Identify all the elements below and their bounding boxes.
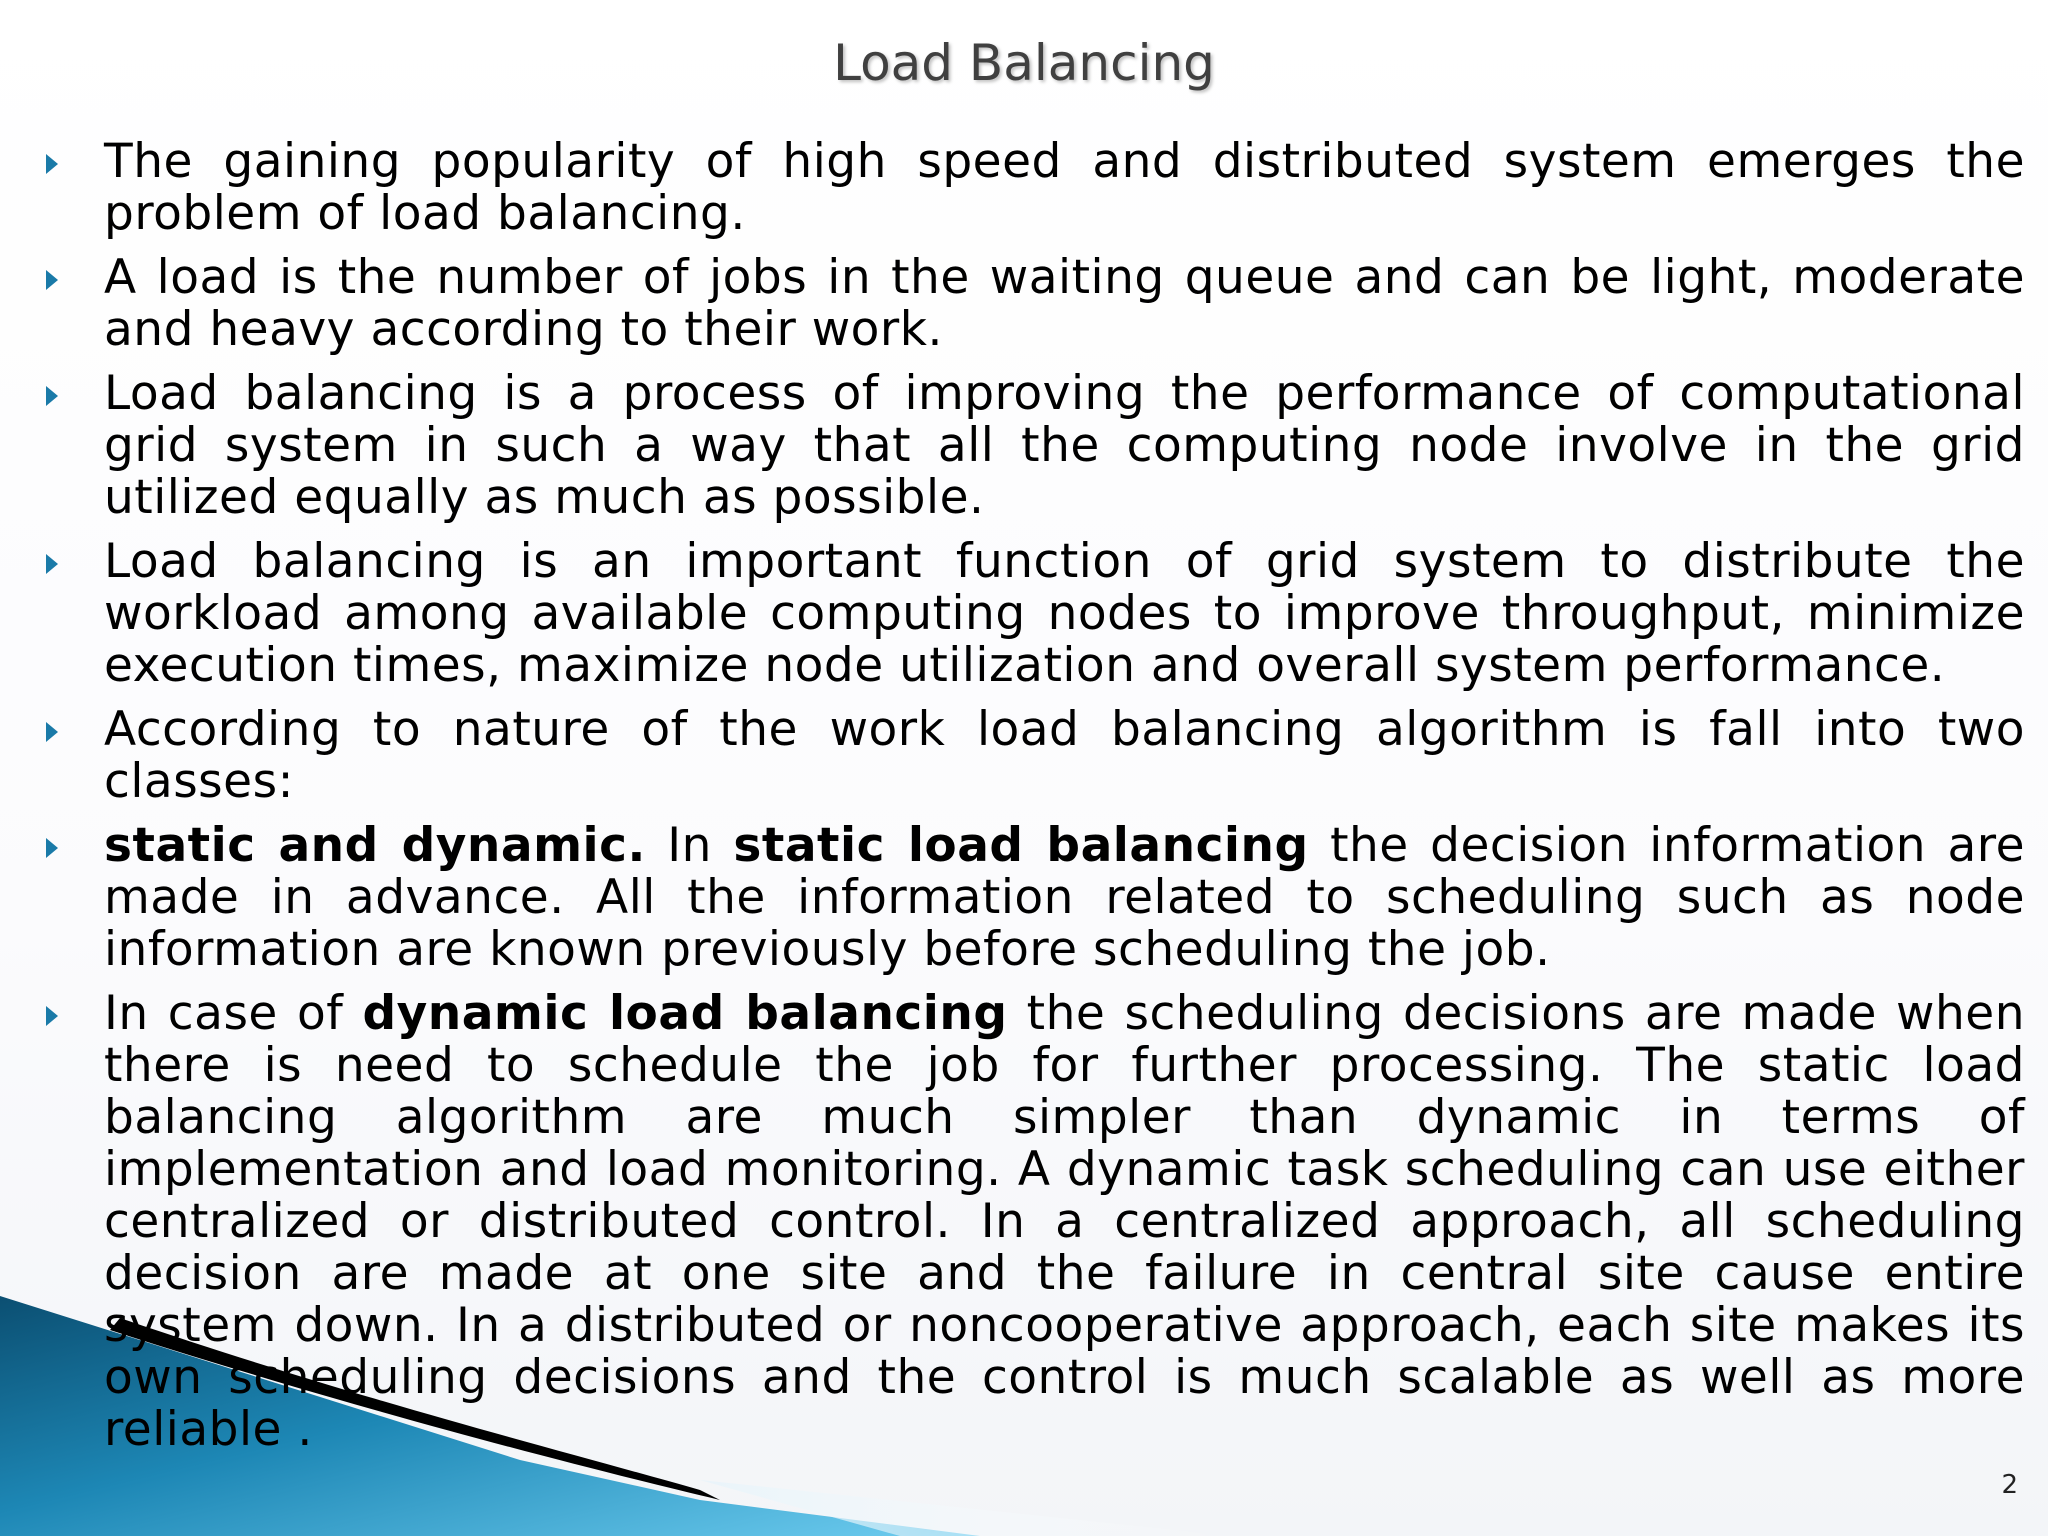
bullet-text: In case of [104,986,363,1041]
bullet-text: the decision information are made in advance. All the information related to scheduling such as node information are known previously before scheduling the job. [104,818,2025,977]
bullet-text: In [645,818,734,873]
bullet-item [0,820,2048,976]
bullet-item [0,704,2048,808]
bullet-item [0,252,2048,356]
slide-title: Load Balancing [833,34,1215,92]
bullet-arrow-icon [46,722,58,742]
bullet-arrow-icon [46,554,58,574]
bullet-arrow-icon [46,386,58,406]
bold-term: static load balancing [733,818,1309,873]
bullet-arrow-icon [46,1006,58,1026]
bold-term: dynamic load balancing [362,986,1008,1041]
page-number: 2 [2001,1470,2018,1500]
bullet-item [0,136,2048,240]
bullet-text: Load balancing is a process of improving the performance of computational grid system in such a way that all the computing node involve in the grid utilized equally as much as possible. [104,366,2025,525]
bold-term: static and dynamic. [104,818,646,873]
bullet-arrow-icon [46,154,58,174]
bullet-item [0,988,2048,1456]
bullet-item [0,368,2048,524]
bullet-text: Load balancing is an important function of grid system to distribute the workload among available computing nodes to improve throughput, minimize execution times, maximize node utilization and overall system performance. [104,534,2025,693]
bullet-arrow-icon [46,838,58,858]
bullet-list [0,136,2048,1468]
bullet-arrow-icon [46,270,58,290]
bullet-text: the scheduling decisions are made when there is need to schedule the job for further processing. The static load balancing algorithm are much simpler than dynamic in terms of implementation and load monitoring. A dynamic task scheduling can use either centralized or distributed control. In a centralized approach, all scheduling decision are made at one site and the failure in central site cause entire system down. In a distributed or noncooperative approach, each site makes its own scheduling decisions and the control is much scalable as well as more reliable . [104,986,2025,1457]
bullet-text: A load is the number of jobs in the waiting queue and can be light, moderate and heavy according to their work. [104,250,2025,357]
bullet-text: The gaining popularity of high speed and distributed system emerges the problem of load balancing. [104,134,2025,241]
bullet-item [0,536,2048,692]
bullet-text: According to nature of the work load balancing algorithm is fall into two classes: [104,702,2025,809]
